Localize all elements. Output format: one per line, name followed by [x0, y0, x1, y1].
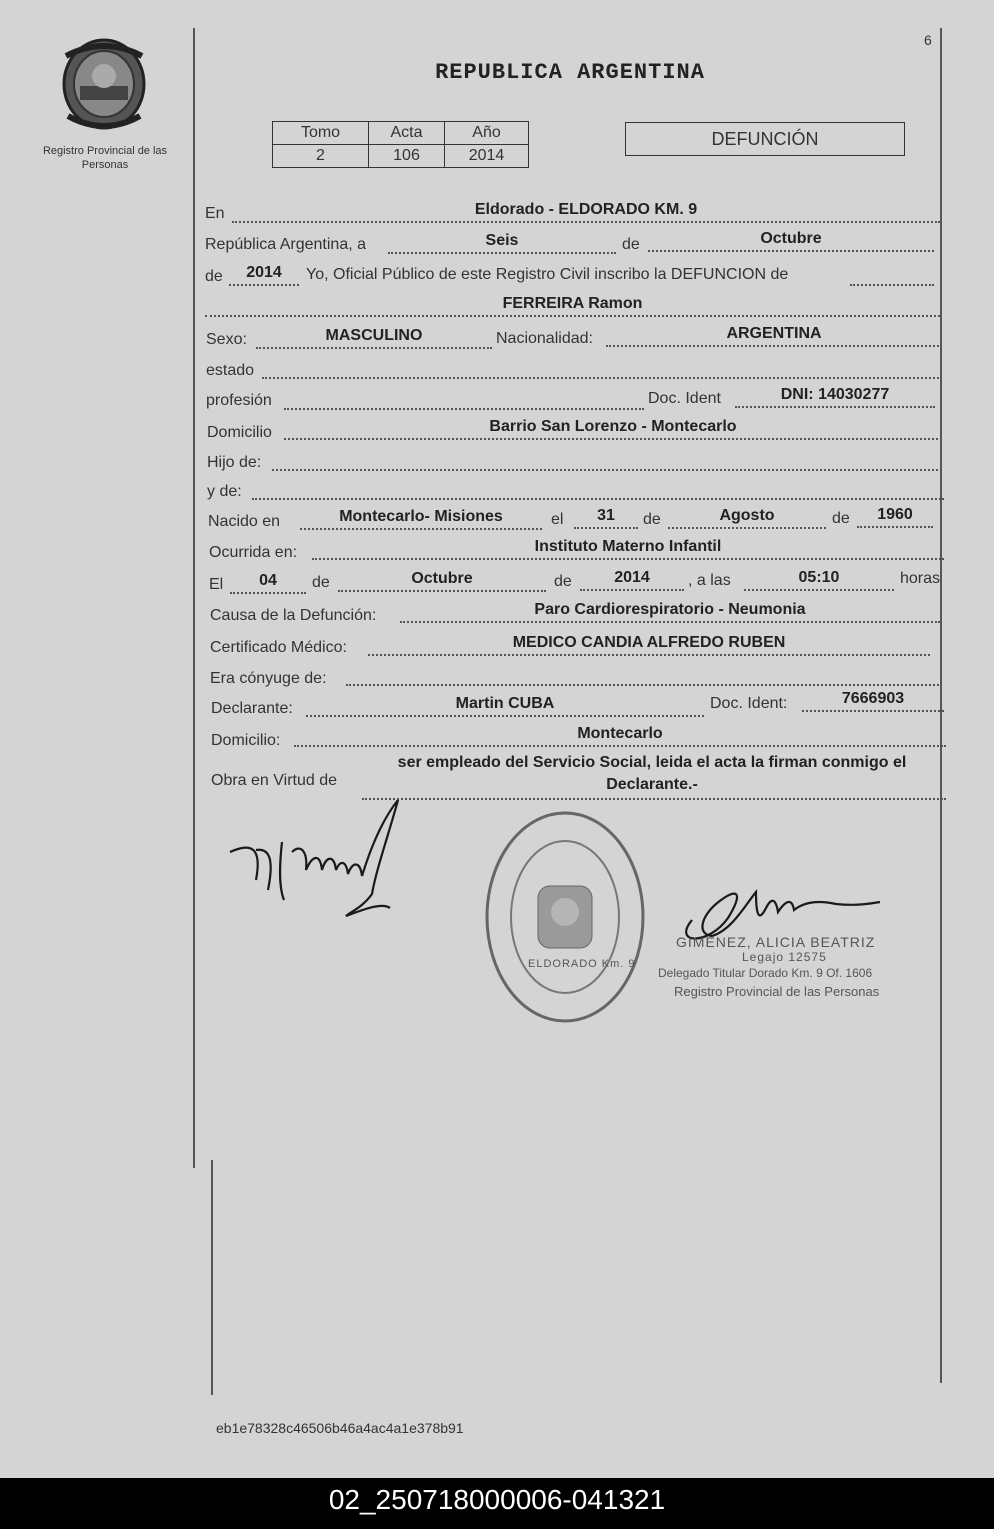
birth-month-field: Agosto: [668, 507, 826, 529]
el-label: el: [551, 511, 564, 528]
acta-value: 106: [369, 145, 445, 168]
death-time-field: 05:10: [744, 569, 894, 591]
nacionalidad-field: ARGENTINA: [606, 325, 942, 347]
sexo-label: Sexo:: [206, 331, 247, 348]
declarante-doc-field: 7666903: [802, 690, 944, 712]
de-label-2: de: [205, 268, 223, 285]
tomo-header: Tomo: [273, 122, 369, 145]
book-table: [272, 121, 529, 168]
inscribo-continuation: [850, 264, 934, 286]
left-margin-line-lower: [211, 1160, 213, 1395]
official-registro: Registro Provincial de las Personas: [674, 984, 880, 999]
round-stamp-text: ELDORADO Km. 9: [528, 958, 636, 970]
profesion-label: profesión: [206, 392, 272, 409]
document-hash: eb1e78328c46506b46a4ac4a1e378b91: [216, 1420, 464, 1436]
death-month-field: Octubre: [338, 570, 546, 592]
conyuge-field: [346, 664, 942, 686]
place-field: Eldorado - ELDORADO KM. 9: [232, 201, 940, 223]
tomo-value: 2: [273, 145, 369, 168]
deceased-name-field: FERREIRA Ramon: [205, 295, 940, 317]
causa-label: Causa de la Defunción:: [210, 607, 377, 624]
y-de-label: y de:: [207, 483, 242, 500]
official-cargo: Delegado Titular Dorado Km. 9 Of. 1606: [658, 966, 873, 980]
page-title: REPUBLICA ARGENTINA: [435, 60, 705, 85]
ocurrida-field: Instituto Materno Infantil: [312, 538, 944, 560]
declarante-label: Declarante:: [211, 700, 293, 717]
obra-underline: [362, 778, 946, 800]
en-label: En: [205, 205, 225, 222]
de-label-4: de: [832, 510, 850, 527]
official-legajo: Legajo 12575: [742, 950, 827, 964]
de-label: de: [622, 236, 640, 253]
page-number: 6: [924, 32, 932, 48]
y-de-field: [252, 478, 944, 500]
domicilio-field-2: Montecarlo: [294, 725, 946, 747]
left-margin-line: [193, 28, 195, 1168]
footer-code: 02_250718000006-041321: [0, 1478, 994, 1529]
doc-ident-label-2: Doc. Ident:: [710, 695, 788, 712]
birth-day-field: 31: [574, 507, 638, 529]
el-label-2: El: [209, 576, 224, 593]
profesion-field: [284, 388, 644, 410]
declarante-field: Martin CUBA: [306, 695, 704, 717]
sexo-field: MASCULINO: [256, 327, 492, 349]
birth-year-field: 1960: [857, 506, 933, 528]
nacido-label: Nacido en: [208, 513, 281, 530]
ocurrida-label: Ocurrida en:: [209, 544, 298, 561]
registry-label: Registro Provincial de las Personas: [42, 145, 168, 171]
day-field: Seis: [388, 232, 616, 254]
domicilio-label: Domicilio: [207, 424, 272, 441]
de-label-5: de: [312, 574, 330, 591]
estado-label: estado: [206, 362, 255, 379]
republica-label: República Argentina, a: [205, 236, 366, 253]
province-seal-icon: [58, 36, 150, 132]
de-label-3: de: [643, 511, 661, 528]
birthplace-field: Montecarlo- Misiones: [300, 508, 542, 530]
causa-field: Paro Cardiorespiratorio - Neumonia: [400, 601, 940, 623]
death-day-field: 04: [230, 572, 306, 594]
death-year-field: 2014: [580, 569, 684, 591]
year-field: 2014: [229, 264, 299, 286]
estado-field: [262, 357, 942, 379]
conyuge-label: Era cónyuge de:: [210, 670, 327, 687]
doc-field: DNI: 14030277: [735, 386, 935, 408]
anio-value: 2014: [445, 145, 529, 168]
hijo-field: [272, 449, 942, 471]
domicilio-field: Barrio San Lorenzo - Montecarlo: [284, 418, 942, 440]
month-field: Octubre: [648, 230, 934, 252]
hijo-label: Hijo de:: [207, 454, 262, 471]
anio-header: Año: [445, 122, 529, 145]
nacionalidad-label: Nacionalidad:: [496, 330, 593, 347]
registry-round-stamp-icon: [482, 808, 648, 1026]
domicilio-label-2: Domicilio:: [211, 732, 281, 749]
inscribo-text: Yo, Oficial Público de este Registro Civil inscribo la DEFUNCION de: [306, 266, 789, 283]
certificado-label: Certificado Médico:: [210, 639, 347, 656]
record-type-box: DEFUNCIÓN: [625, 122, 905, 156]
declarant-signature-icon: [222, 790, 412, 930]
doc-label: Doc. Ident: [648, 390, 721, 407]
certificado-field: MEDICO CANDIA ALFREDO RUBEN: [368, 634, 930, 656]
official-name: GIMENEZ, ALICIA BEATRIZ: [676, 934, 876, 950]
de-label-6: de: [554, 573, 572, 590]
horas-label: horas: [900, 570, 941, 587]
obra-text: ser empleado del Servicio Social, leida el acta la firman conmigo el Declarante.-: [397, 754, 907, 793]
alas-label: , a las: [688, 572, 731, 589]
acta-header: Acta: [369, 122, 445, 145]
obra-label: Obra en Virtud de: [211, 772, 338, 789]
